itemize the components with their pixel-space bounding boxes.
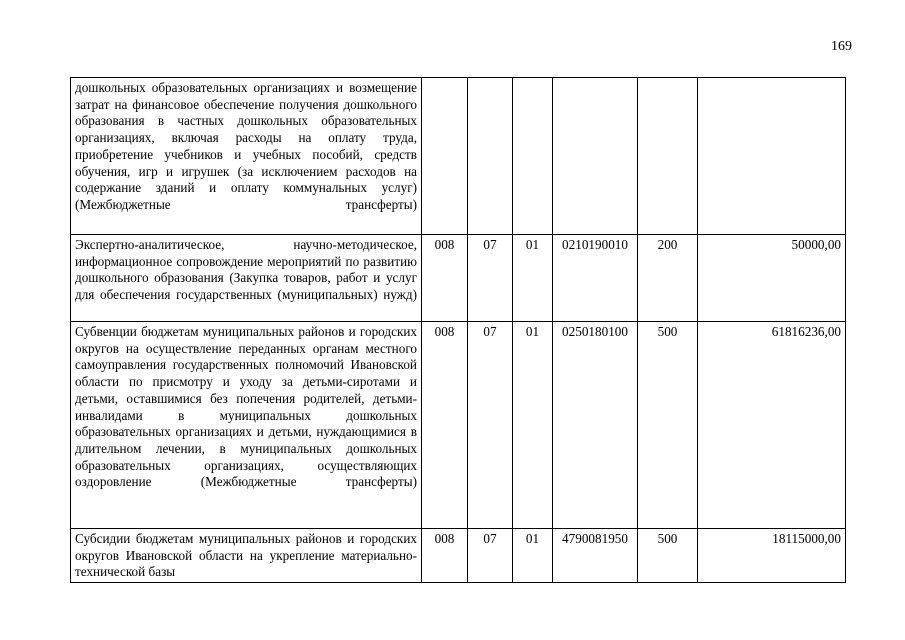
target-article-code: 0250180100 — [553, 322, 638, 529]
row-description: Субсидии бюджетам муниципальных районов и городских округов Ивановской области на укрепление материально-технической базы — [71, 529, 422, 583]
amount-value: 61816236,00 — [698, 322, 846, 529]
row-description: дошкольных образовательных организациях и возмещение затрат на финансовое обеспечение получения дошкольного образования в частных дошкольных образовательных организациях, включая расходы на оплату труда, приобретение учебников и учебных пособий, средств обучения, игр и игрушек (за исключением расходов на содержание зданий и оплату коммунальных услуг) (Межбюджетные трансферты) — [71, 78, 422, 235]
subsection-code — [513, 78, 553, 235]
table-row — [71, 529, 846, 583]
row-description: Экспертно-аналитическое, научно-методическое, информационное сопровождение мероприятий по развитию дошкольного образования (Закупка товаров, работ и услуг для обеспечения государственных (муниципальных) нужд) — [71, 235, 422, 322]
section-code: 07 — [468, 529, 513, 583]
target-article-code — [553, 78, 638, 235]
section-code: 07 — [468, 235, 513, 322]
ministry-code: 008 — [422, 235, 468, 322]
page-number: 169 — [831, 39, 852, 54]
amount-value: 50000,00 — [698, 235, 846, 322]
budget-table — [70, 77, 846, 583]
subsection-code: 01 — [513, 529, 553, 583]
subsection-code: 01 — [513, 322, 553, 529]
amount-value: 18115000,00 — [698, 529, 846, 583]
expense-type-code: 500 — [638, 322, 698, 529]
section-code: 07 — [468, 322, 513, 529]
target-article-code: 0210190010 — [553, 235, 638, 322]
expense-type-code: 200 — [638, 235, 698, 322]
section-code — [468, 78, 513, 235]
ministry-code — [422, 78, 468, 235]
target-article-code: 4790081950 — [553, 529, 638, 583]
subsection-code: 01 — [513, 235, 553, 322]
expense-type-code — [638, 78, 698, 235]
table-row — [71, 235, 846, 322]
table-row — [71, 322, 846, 529]
expense-type-code: 500 — [638, 529, 698, 583]
row-description: Субвенции бюджетам муниципальных районов и городских округов на осуществление переданных органам местного самоуправления государственных полномочий Ивановской области по присмотру и уходу за детьми-сиротами и детьми, оставшимися без попечения родителей, детьми-инвалидами в муниципальных дошкольных образовательных организациях и детьми, нуждающимися в длительном лечении, в муниципальных дошкольных образовательных организациях, осуществляющих оздоровление (Межбюджетные трансферты) — [71, 322, 422, 529]
table-row — [71, 78, 846, 235]
amount-value — [698, 78, 846, 235]
ministry-code: 008 — [422, 529, 468, 583]
ministry-code: 008 — [422, 322, 468, 529]
